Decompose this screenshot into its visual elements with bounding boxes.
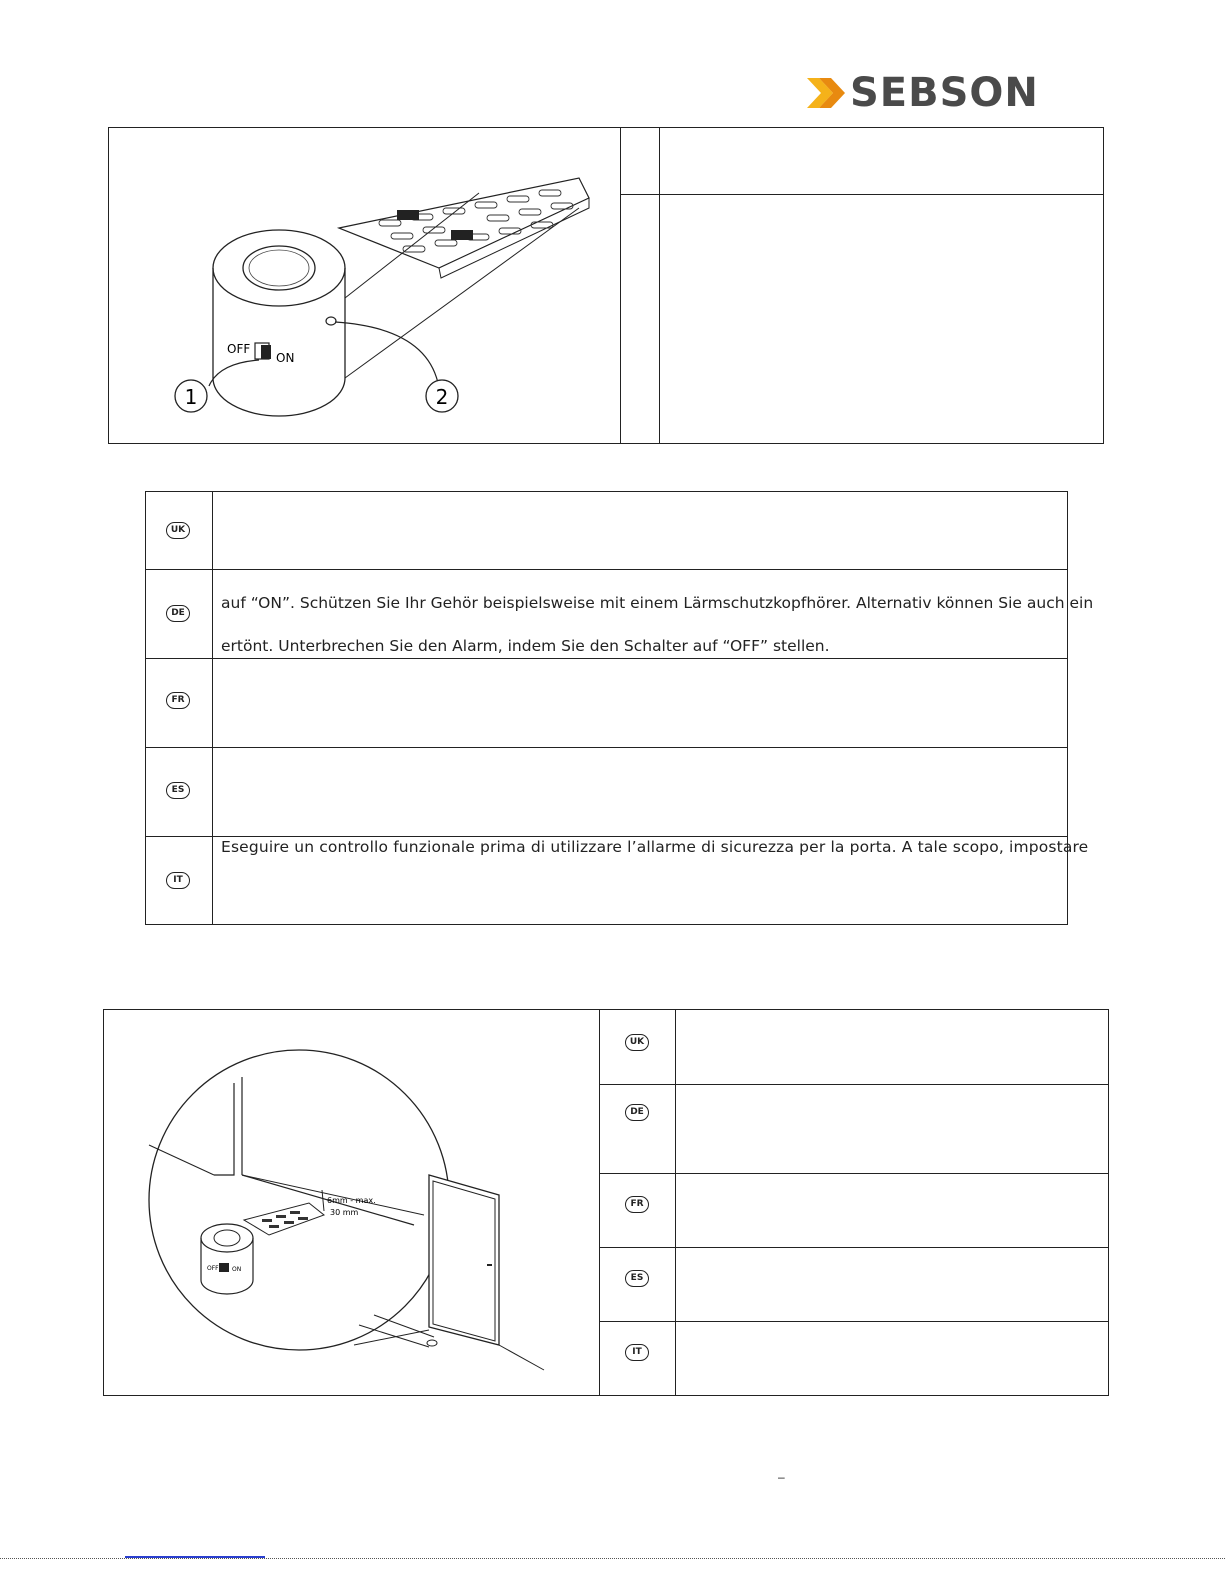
language-table-1 bbox=[145, 491, 1094, 925]
fr-flag-icon: FR bbox=[625, 1196, 649, 1213]
es-flag-icon: ES bbox=[166, 782, 190, 799]
de-text-line-2: ertönt. Unterbrechen Sie den Alarm, indem Sie den Schalter auf “OFF” stellen. bbox=[221, 637, 830, 655]
page-marker: – bbox=[778, 1470, 785, 1484]
logo-text: SEBSON bbox=[850, 70, 1039, 116]
de-flag-icon: DE bbox=[625, 1104, 649, 1121]
figure1-box bbox=[108, 127, 1104, 444]
svg-text:30 mm: 30 mm bbox=[330, 1208, 359, 1217]
figure2-box bbox=[103, 1009, 1109, 1396]
fr-flag-icon: FR bbox=[166, 692, 190, 709]
page-bottom-rule bbox=[0, 1558, 1225, 1559]
de-flag-icon: DE bbox=[166, 605, 190, 622]
svg-text:2: 2 bbox=[435, 385, 449, 409]
svg-text:ON: ON bbox=[276, 351, 295, 365]
it-text-line-1: Eseguire un controllo funzionale prima di utilizzare l’allarme di sicurezza per la porta. A tale scopo, impostare bbox=[221, 838, 1089, 856]
door-alarm-illustration bbox=[149, 138, 619, 438]
it-flag-icon: IT bbox=[625, 1344, 649, 1361]
svg-text:6mm - max.: 6mm - max. bbox=[327, 1196, 376, 1205]
installation-illustration bbox=[124, 1025, 594, 1385]
chevron-logo-icon bbox=[805, 70, 849, 116]
svg-text:1: 1 bbox=[184, 385, 198, 409]
svg-text:OFF: OFF bbox=[227, 342, 251, 356]
it-flag-icon: IT bbox=[166, 872, 190, 889]
de-text-line-1: auf “ON”. Schützen Sie Ihr Gehör beispielsweise mit einem Lärmschutzkopfhörer. Alternativ können Sie auch ein bbox=[221, 594, 1094, 612]
svg-text:ON: ON bbox=[232, 1266, 242, 1273]
sebson-logo bbox=[805, 70, 1039, 116]
footer-link-underline bbox=[125, 1556, 265, 1558]
svg-text:OFF: OFF bbox=[207, 1265, 219, 1272]
uk-flag-icon: UK bbox=[166, 522, 190, 539]
uk-flag-icon: UK bbox=[625, 1034, 649, 1051]
es-flag-icon: ES bbox=[625, 1270, 649, 1287]
